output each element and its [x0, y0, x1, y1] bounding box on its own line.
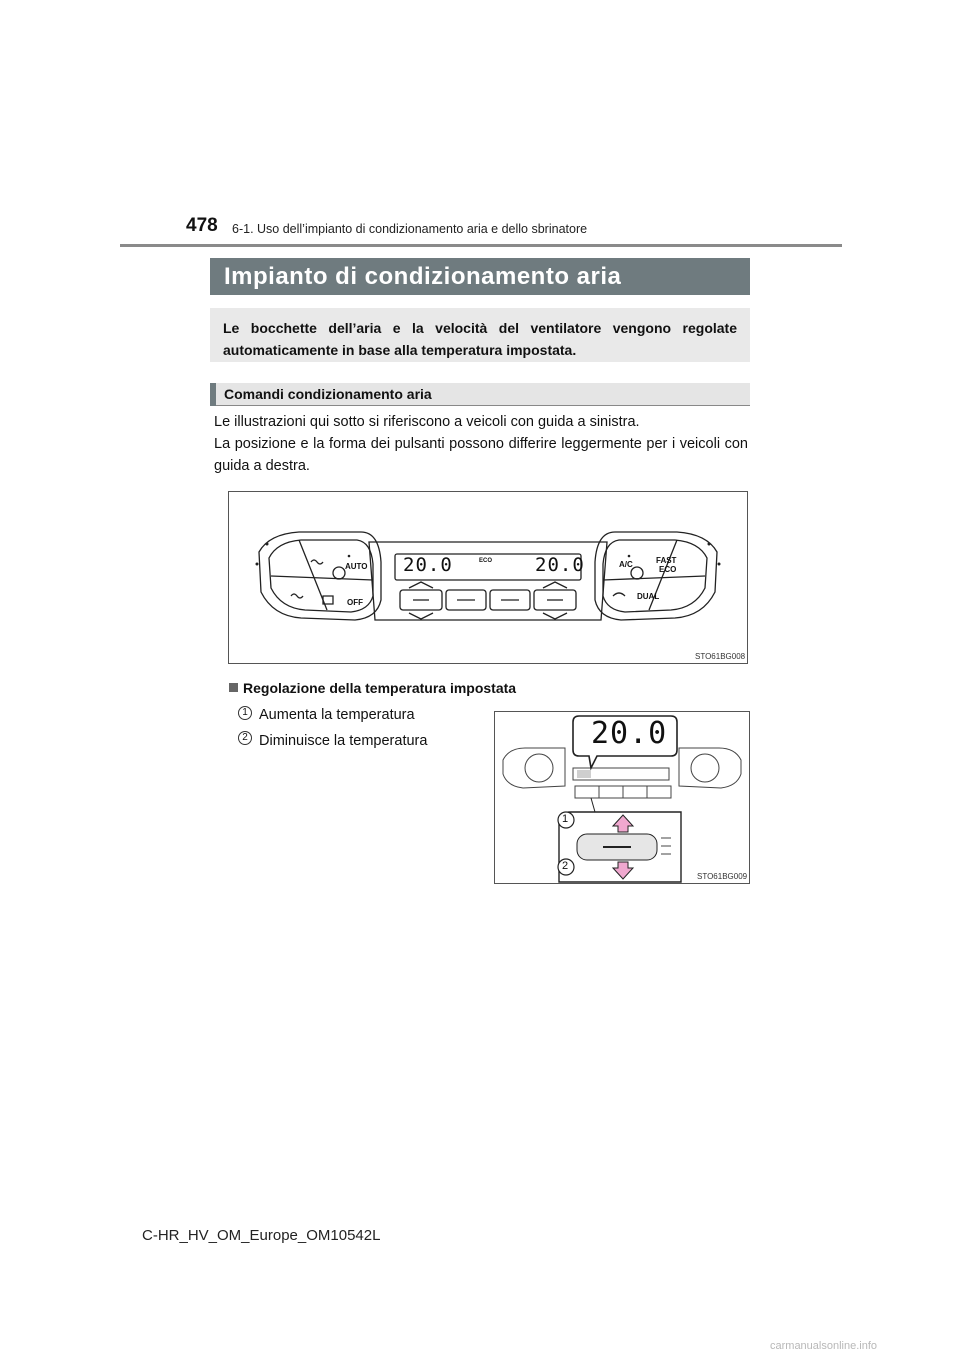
display-temp-right: 20.0	[535, 554, 585, 576]
step-2-number: 2	[238, 731, 252, 745]
fast-button-label: FAST	[656, 556, 677, 565]
temperature-heading-text: Regolazione della temperatura impostata	[243, 680, 517, 696]
header-rule	[120, 244, 842, 247]
step-1-number: 1	[238, 706, 252, 720]
display-eco-label: ECO	[479, 558, 493, 564]
step-1-text: Aumenta la temperatura	[259, 707, 415, 723]
callout-2: 2	[562, 860, 569, 872]
page-title: Impianto di condizionamento aria	[224, 263, 622, 290]
page-number: 478	[186, 215, 218, 236]
body-text	[214, 411, 748, 477]
auto-button-label: AUTO	[345, 562, 368, 571]
intro-text: Le bocchette dell’aria e la velocità del ventilatore vengono regolate automaticamente in base alla temperatura impostata.	[223, 320, 737, 358]
zoom-display-temp: 20.0	[591, 716, 668, 751]
subsection-accent-bar	[210, 383, 216, 406]
watermark: carmanualsonline.info	[770, 1340, 878, 1352]
figure1-code: STO61BG008	[695, 652, 746, 661]
temperature-heading	[229, 680, 516, 696]
body-paragraph-1: Le illustrazioni qui sotto si riferiscono a veicoli con guida a sinistra.	[214, 414, 640, 430]
section-header: 6-1. Uso dell’impianto di condizionamento aria e dello sbrinatore	[232, 222, 588, 236]
display-temp-left: 20.0	[403, 554, 453, 576]
control-panel-illustration	[229, 492, 747, 663]
step-2-text: Diminuisce la temperatura	[259, 733, 428, 749]
figure-temperature-control	[494, 711, 750, 884]
fast-eco-button-label: ECO	[659, 565, 677, 574]
subsection-header	[210, 383, 750, 406]
ac-button-label: A/C	[619, 560, 633, 569]
page-title-bar	[210, 258, 750, 295]
bullet-square-icon	[229, 683, 238, 692]
figure2-code: STO61BG009	[697, 872, 748, 881]
figure-control-panel	[228, 491, 748, 664]
intro-box	[210, 308, 750, 362]
subsection-title: Comandi condizionamento aria	[224, 386, 432, 402]
body-paragraph-2: La posizione e la forma dei pulsanti possono differire leggermente per i veicoli con guida a destra.	[214, 436, 748, 474]
off-button-label: OFF	[347, 598, 363, 607]
callout-1: 1	[562, 813, 569, 825]
dual-button-label: DUAL	[637, 592, 660, 601]
footer-code: C-HR_HV_OM_Europe_OM10542L	[142, 1227, 381, 1244]
